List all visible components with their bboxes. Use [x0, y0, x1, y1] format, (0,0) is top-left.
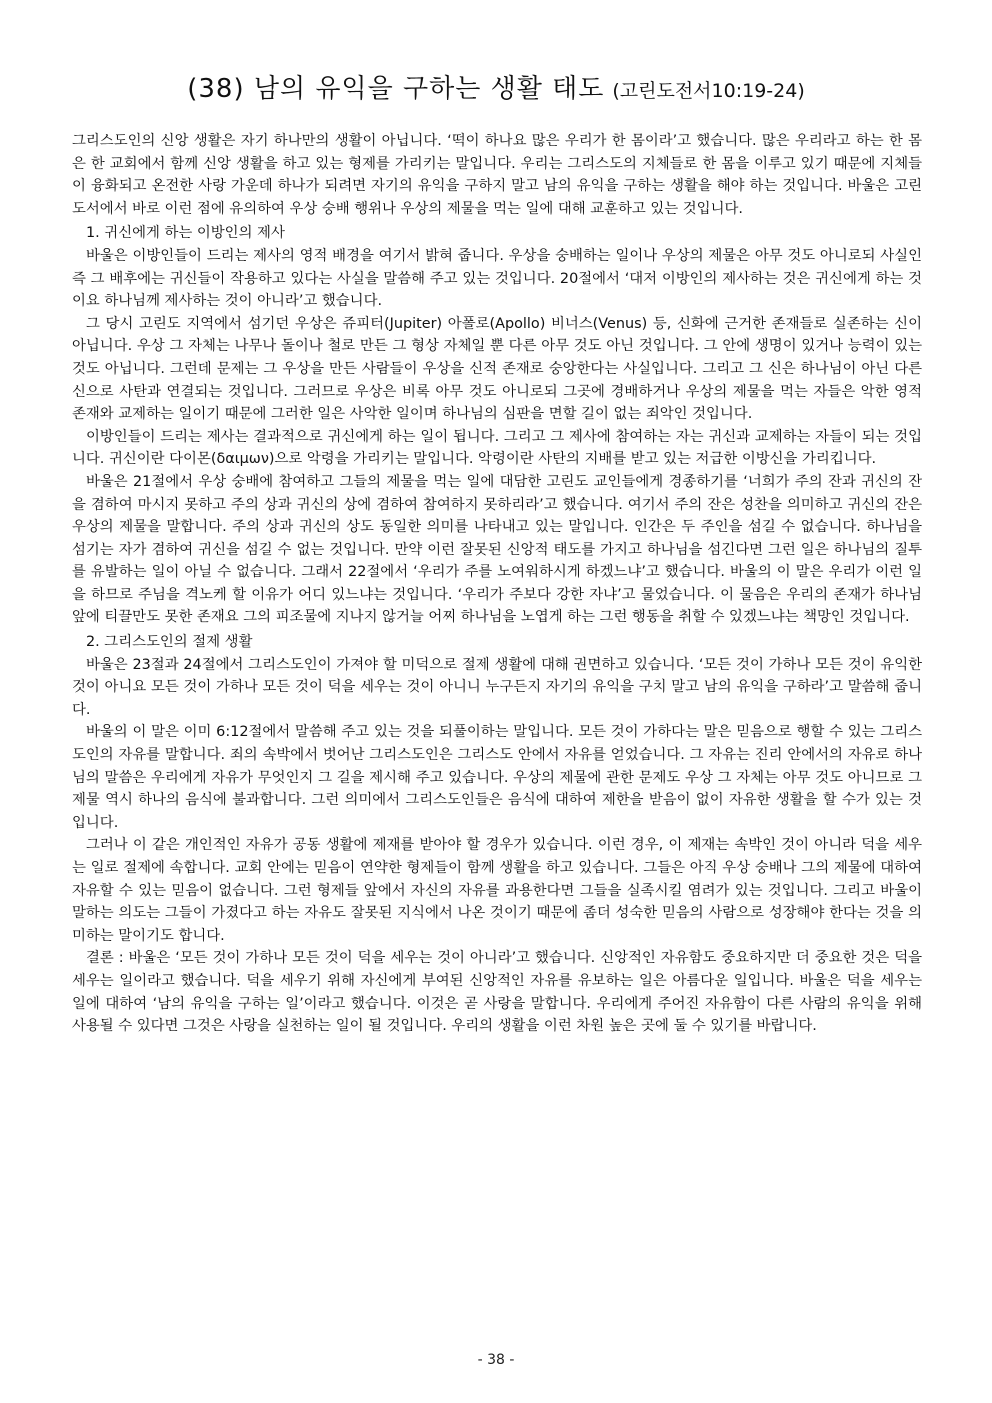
paragraph-conclusion: 결론 : 바울은 ‘모든 것이 가하나 모든 것이 덕을 세우는 것이 아니라’고 했습니다. 신앙적인 자유함도 중요하지만 더 중요한 것은 덕을 세우는 일이라고 했습니다. 덕을 세우기 위해 자신에게 부여된 신앙적인 자유를 유보하는 일은 아름다운 일입니다. 바울은 덕을 세우는 일에 대하여 ‘남의 유익을 구하는 일’이라고 했습니다. 이것은 곧 사랑을 말합니다. 우리에게 주어진 자유함이 다른 사람의 유익을 위해 사용될 수 있다면 그것은 사랑을 실천하는 일이 될 것입니다. 우리의 생활을 이런 차원 높은 곳에 둘 수 있기를 바랍니다.	[72, 950, 922, 1035]
document-body	[72, 130, 922, 1038]
page-title	[0, 68, 992, 105]
paragraph-5: 바울은 21절에서 우상 숭배에 참여하고 그들의 제물을 먹는 일에 대담한 고린도 교인들에게 경종하기를 ‘너희가 주의 잔과 귀신의 잔을 겸하여 마시지 못하고 주의 상과 귀신의 상에 겸하여 참여하지 못하리라’고 했습니다. 여기서 주의 잔은 성찬을 의미하고 귀신의 잔은 우상의 제물을 말합니다. 주의 상과 귀신의 상도 동일한 의미를 나타내고 있는 말입니다. 인간은 두 주인을 섬길 수 없습니다. 하나님을 섬기는 자가 겸하여 귀신을 섬길 수 없는 것입니다. 만약 이런 잘못된 신앙적 태도를 가지고 하나님을 섬긴다면 그런 일은 하나님의 질투를 유발하는 일이 아닐 수 없습니다. 그래서 22절에서 ‘우리가 주를 노여워하시게 하겠느냐’고 했습니다. 바울의 이 말은 우리가 이런 일을 하므로 주님을 격노케 할 이유가 어디 있느냐는 것입니다. ‘우리가 주보다 강한 자냐’고 물었습니다. 이 물음은 우리의 존재가 하나님 앞에 티끌만도 못한 존재요 그의 피조물에 지나지 않거늘 어찌 하나님을 노엽게 하는 그런 행동을 취할 수 있겠느냐는 책망인 것입니다.	[72, 473, 922, 626]
page-number: - 38 -	[477, 1352, 515, 1368]
paragraph-8: 그러나 이 같은 개인적인 자유가 공동 생활에 제재를 받아야 할 경우가 있습니다. 이런 경우, 이 제재는 속박인 것이 아니라 덕을 세우는 일로 절제에 속합니다. 교회 안에는 믿음이 연약한 형제들이 함께 생활을 하고 있습니다. 그들은 아직 우상 숭배나 그의 제물에 대하여 자유할 수 있는 믿음이 없습니다. 그런 형제들 앞에서 자신의 자유를 과용한다면 그들을 실족시킬 염려가 있는 것입니다. 그리고 바울이 말하는 의도는 그들이 가졌다고 하는 자유도 잘못된 지식에서 나온 것이기 때문에 좀더 성숙한 믿음의 사람으로 성장해야 한다는 것을 의미하는 말이기도 합니다.	[72, 837, 922, 944]
paragraph-6: 바울은 23절과 24절에서 그리스도인이 가져야 할 미덕으로 절제 생활에 대해 권면하고 있습니다. ‘모든 것이 가하나 모든 것이 유익한 것이 아니요 모든 것이 가하나 모든 것이 덕을 세우는 것이 아니니 누구든지 자기의 유익을 구치 말고 남의 유익을 구하라’고 말씀해 줍니다.	[72, 656, 922, 718]
paragraph-intro: 그리스도인의 신앙 생활은 자기 하나만의 생활이 아닙니다. ‘떡이 하나요 많은 우리가 한 몸이라’고 했습니다. 많은 우리라고 하는 한 몸은 한 교회에서 함께 신앙 생활을 하고 있는 형제를 가리키는 말입니다. 우리는 그리스도의 지체들로 한 몸을 이루고 있기 때문에 지체들이 융화되고 온전한 사랑 가운데 하나가 되려면 자기의 유익을 구하지 말고 남의 유익을 구하는 생활을 해야 하는 것입니다. 바울은 고린도서에서 바로 이런 점에 유의하여 우상 숭배 행위나 우상의 제물을 먹는 일에 대해 교훈하고 있는 것입니다.	[72, 133, 922, 217]
title-scripture-reference: (고린도전서10:19-24)	[612, 80, 805, 102]
paragraph-4: 이방인들이 드리는 제사는 결과적으로 귀신에게 하는 일이 됩니다. 그리고 그 제사에 참여하는 자는 귀신과 교제하는 자들이 되는 것입니다. 귀신이란 다이몬(δαιμων)으로 악령을 가리키는 말입니다. 악령이란 사탄의 지배를 받고 있는 저급한 이방신을 가리킵니다.	[72, 428, 922, 468]
paragraph-3: 그 당시 고린도 지역에서 섬기던 우상은 쥬피터(Jupiter) 아폴로(Apollo) 비너스(Venus) 등, 신화에 근거한 존재들로 실존하는 신이 아닙니다. 우상 그 자체는 나무나 돌이나 철로 만든 그 형상 자체일 뿐 다른 아무 것도 아닌 것입니다. 그 안에 생명이 있거나 능력이 있는 것도 아닙니다. 그런데 문제는 그 우상을 만든 사람들이 우상을 신적 존재로 숭앙한다는 사실입니다. 그리고 그 신은 하나님이 아닌 다른 신으로 사탄과 연결되는 것입니다. 그러므로 우상은 비록 아무 것도 아니로되 그곳에 경배하거나 우상의 제물을 먹는 자들은 악한 영적 존재와 교제하는 일이기 때문에 그러한 일은 사악한 일이며 하나님의 심판을 면할 길이 없는 죄악인 것입니다.	[72, 315, 922, 423]
title-main: (38) 남의 유익을 구하는 생활 태도	[187, 74, 605, 104]
section-heading-1: 1. 귀신에게 하는 이방인의 제사	[86, 225, 285, 242]
section-heading-2: 2. 그리스도인의 절제 생활	[86, 634, 253, 651]
paragraph-7: 바울의 이 말은 이미 6:12절에서 말씀해 주고 있는 것을 되풀이하는 말입니다. 모든 것이 가하다는 말은 믿음으로 행할 수 있는 그리스도인의 자유를 말합니다. 죄의 속박에서 벗어난 그리스도인은 그리스도 안에서 자유를 얻었습니다. 그 자유는 진리 안에서의 자유로 하나님의 말씀은 우리에게 자유가 무엇인지 그 길을 제시해 주고 있습니다. 우상의 제물에 관한 문제도 우상 그 자체는 아무 것도 아니므로 그 제물 역시 하나의 음식에 불과합니다. 그런 의미에서 그리스도인들은 음식에 대하여 제한을 받음이 없이 자유한 생활을 할 수가 있는 것입니다.	[72, 724, 922, 831]
paragraph-2: 바울은 이방인들이 드리는 제사의 영적 배경을 여기서 밝혀 줍니다. 우상을 숭배하는 일이나 우상의 제물은 아무 것도 아니로되 사실인즉 그 배후에는 귀신들이 작용하고 있다는 사실을 말씀해 주고 있는 것입니다. 20절에서 ‘대저 이방인의 제사하는 것은 귀신에게 하는 것이요 하나님께 제사하는 것이 아니라’고 했습니다.	[72, 247, 922, 310]
